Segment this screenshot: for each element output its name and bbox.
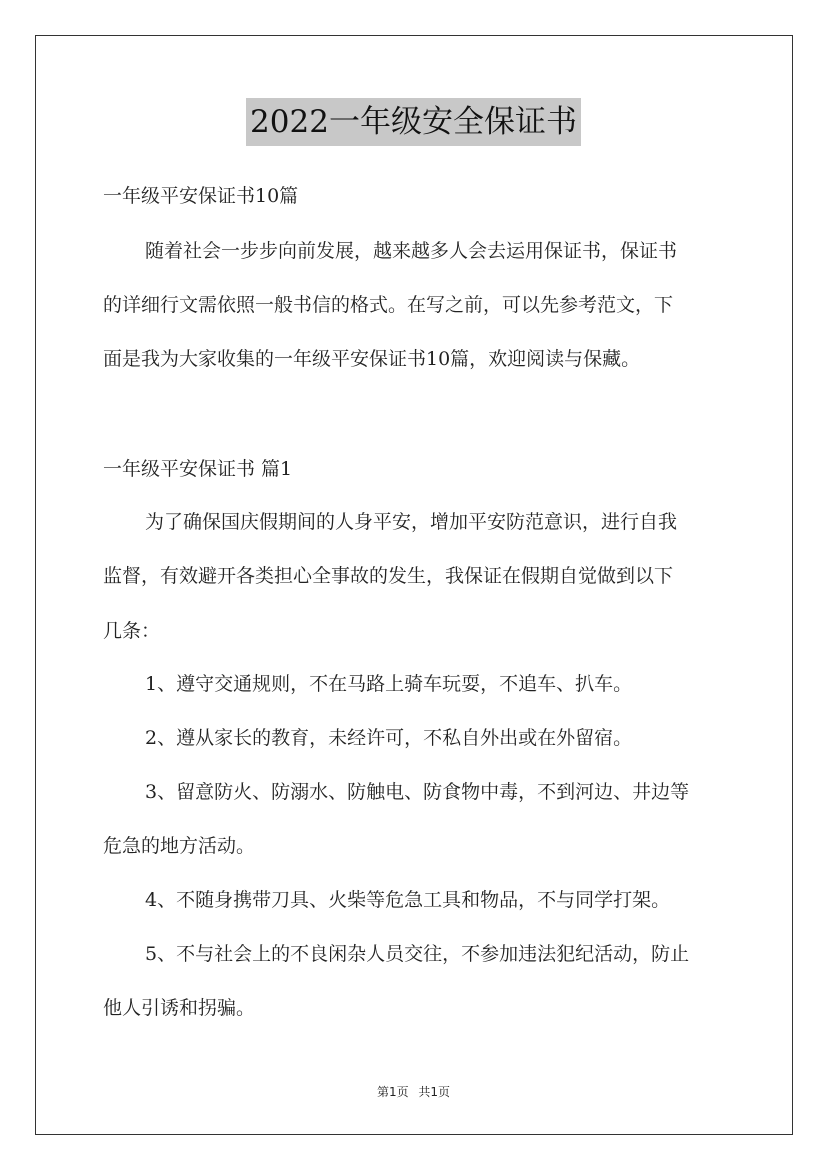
list-item: 1、遵守交通规则，不在马路上骑车玩耍，不追车、扒车。 (145, 673, 633, 695)
paragraph-line: 监督，有效避开各类担心全事故的发生，我保证在假期自觉做到以下 (103, 565, 674, 587)
list-item: 5、不与社会上的不良闲杂人员交往，不参加违法犯纪活动，防止 (145, 943, 690, 965)
intro-line: 面是我为大家收集的一年级平安保证书10篇，欢迎阅读与保藏。 (103, 348, 641, 370)
list-item: 3、留意防火、防溺水、防触电、防食物中毒，不到河边、井边等 (145, 781, 690, 803)
paragraph-line: 几条： (103, 620, 161, 642)
document-title: 2022一年级安全保证书 (246, 98, 581, 146)
section-heading: 一年级平安保证书 篇1 (103, 458, 293, 480)
list-item-continuation: 危急的地方活动。 (103, 835, 256, 857)
page-total: 共1页 (418, 1085, 451, 1099)
intro-line: 的详细行文需依照一般书信的格式。在写之前，可以先参考范文，下 (103, 294, 674, 316)
list-item-continuation: 他人引诱和拐骗。 (103, 997, 256, 1019)
intro-line: 随着社会一步步向前发展，越来越多人会去运用保证书，保证书 (145, 240, 678, 262)
page-footer (0, 1083, 827, 1100)
page-number: 第1页 (376, 1085, 409, 1099)
subtitle: 一年级平安保证书10篇 (103, 185, 299, 207)
list-item: 2、遵从家长的教育，未经许可，不私自外出或在外留宿。 (145, 727, 633, 749)
list-item: 4、不随身携带刀具、火柴等危急工具和物品，不与同学打架。 (145, 889, 671, 911)
paragraph-line: 为了确保国庆假期间的人身平安，增加平安防范意识，进行自我 (145, 511, 678, 533)
title-wrap (0, 98, 827, 146)
